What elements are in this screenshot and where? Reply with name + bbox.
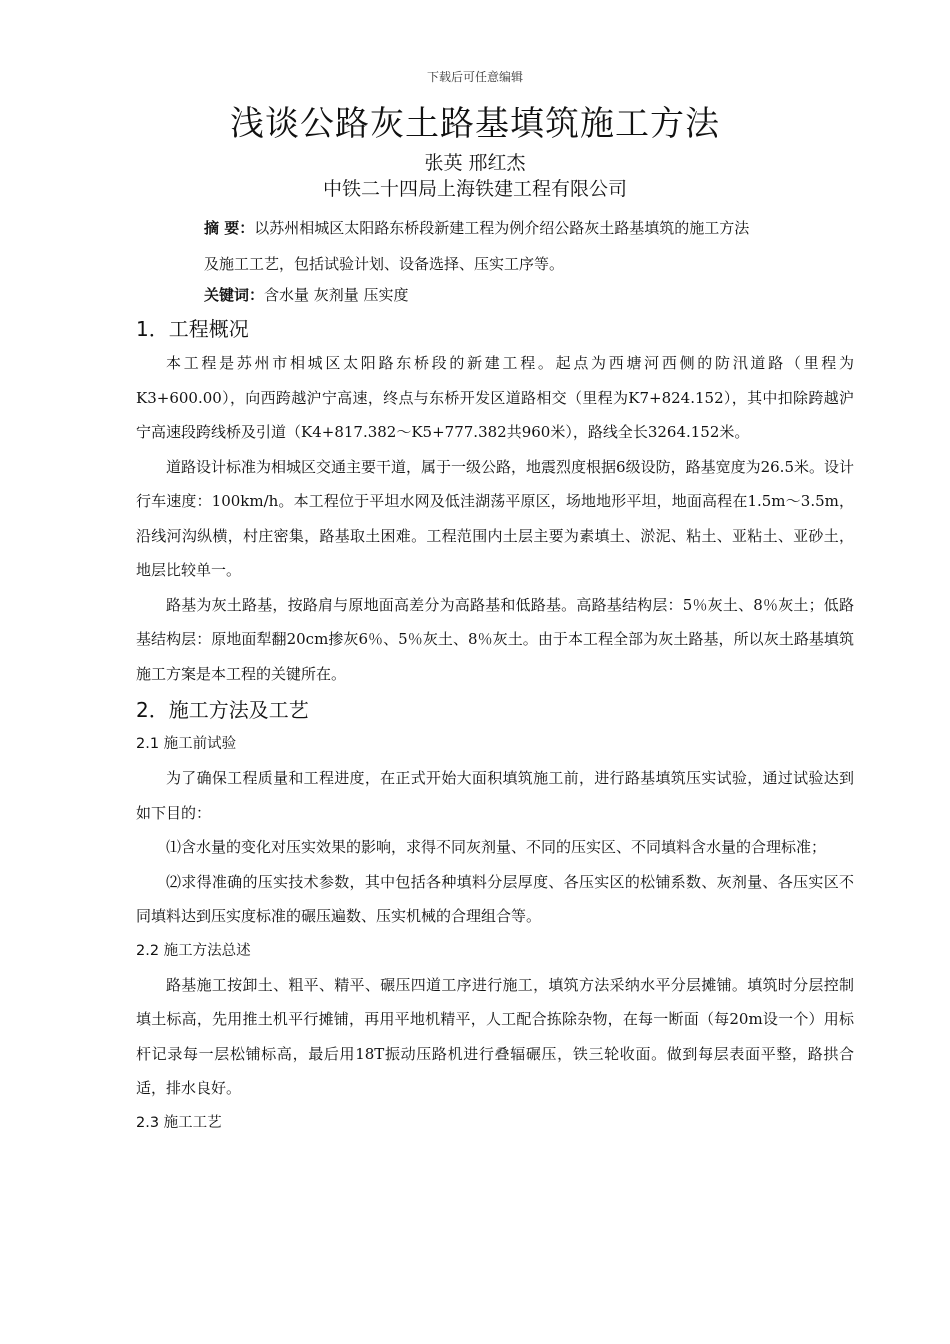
section-2-heading: 2．施工方法及工艺 [136,698,309,722]
affiliation: 中铁二十四局上海铁建工程有限公司 [322,178,627,200]
keywords-label: 关键词： [204,286,265,304]
section-1-paragraph-3: 路基为灰土路基，按路肩与原地面高差分为高路基和低路基。高路基结构层：5％灰土、8％灰土；低路基结构层：原地面犁翻20cm掺灰6％、5％灰土、8％灰土。由于本工程全部为灰土路基，所以灰土路基填筑施工方案是本工程的关键所在。 [136,595,854,683]
section-2-1-heading: 2.1 施工前试验 [136,736,237,752]
abstract [204,210,844,282]
keywords [204,283,409,307]
section-2-1-paragraph-3: ⑵求得准确的压实技术参数，其中包括各种填料分层厚度、各压实区的松铺系数、灰剂量、各压实区不同填料达到压实度标准的碾压遍数、压实机械的合理组合等。 [136,872,854,925]
abstract-line-1 [204,210,844,246]
abstract-line-2: 及施工工艺，包括试验计划、设备选择、压实工序等。 [204,255,565,273]
section-2-2-heading: 2.2 施工方法总述 [136,942,251,959]
section-2-1-paragraph-1: 为了确保工程质量和工程进度，在正式开始大面积填筑施工前，进行路基填筑压实试验，通过试验达到如下目的： [136,769,854,822]
authors: 张英 邢红杰 [424,152,526,174]
abstract-text-1: 以苏州相城区太阳路东桥段新建工程为例介绍公路灰土路基填筑的施工方法 [254,219,750,237]
article-title: 浅谈公路灰土路基填筑施工方法 [230,104,720,144]
section-1-heading: 1．工程概况 [136,317,249,341]
article-body [136,312,854,1140]
section-2-1-paragraph-2: ⑴含水量的变化对压实效果的影响，求得不同灰剂量、不同的压实区、不同填料含水量的合理标准； [166,838,827,856]
section-1-paragraph-1: 本工程是苏州市相城区太阳路东桥段的新建工程。起点为西塘河西侧的防汛道路（里程为K3+600.00），向西跨越沪宁高速，终点与东桥开发区道路相交（里程为K7+824.152），其中扣除跨越沪宁高速段跨线桥及引道（K4+817.382～K5+777.382共960米），路线全长3264.152米。 [136,354,854,441]
section-2-2-paragraph-1: 路基施工按卸土、粗平、精平、碾压四道工序进行施工，填筑方法采纳水平分层摊铺。填筑时分层控制填土标高，先用推土机平行摊铺，再用平地机精平，人工配合拣除杂物，在每一断面（每20m设一个）用标杆记录每一层松铺标高，最后用18T振动压路机进行叠辐碾压，铁三轮收面。做到每层表面平整，路拱合适，排水良好。 [136,975,854,1097]
abstract-label: 摘 要： [204,219,255,237]
page-header-note: 下载后可任意编辑 [426,70,523,84]
section-1-paragraph-2: 道路设计标准为相城区交通主要干道，属于一级公路，地震烈度根据6级设防，路基宽度为26.5米。设计行车速度：100km/h。本工程位于平坦水网及低洼湖荡平原区，场地地形平坦，地面高程在1.5m～3.5m，沿线河沟纵横，村庄密集，路基取土困难。工程范围内土层主要为素填土、淤泥、粘土、亚粘土、亚砂土，地层比较单一。 [136,457,854,579]
section-2-3-heading: 2.3 施工工艺 [136,1114,222,1131]
keywords-text: 含水量 灰剂量 压实度 [264,286,409,304]
